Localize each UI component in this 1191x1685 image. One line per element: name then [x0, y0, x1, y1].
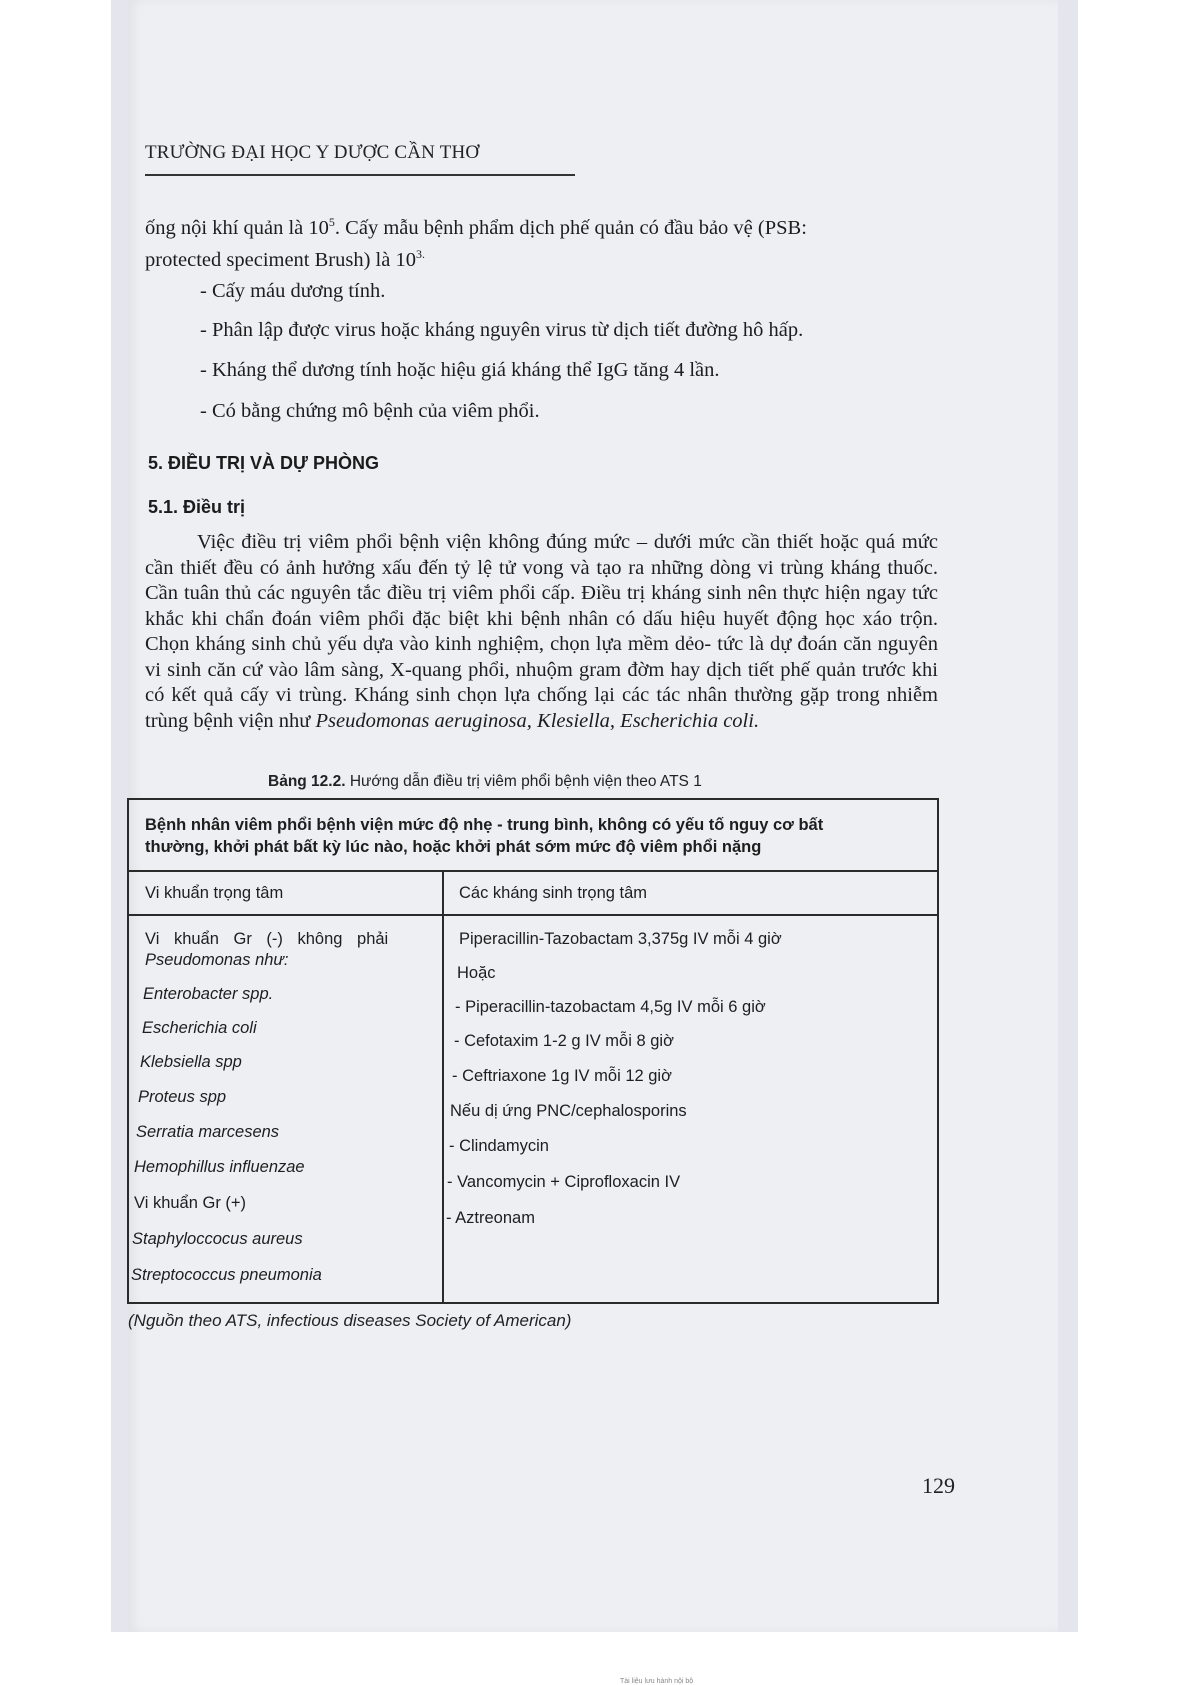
table-caption: Bảng 12.2. Hướng dẫn điều trị viêm phổi bệnh viện theo ATS 1: [268, 773, 702, 790]
table-source-note: (Nguồn theo ATS, infectious diseases Society of American): [128, 1311, 572, 1330]
bacteria-item: Enterobacter spp.: [143, 985, 274, 1003]
table-title: Bệnh nhân viêm phổi bệnh viện mức độ nhẹ - trung bình, không có yếu tố nguy cơ bất thường, khởi phát bất kỳ lúc nào, hoặc khởi phát sớm mức độ viêm phổi nặng: [129, 800, 937, 872]
pathogen-list: Pseudomonas aeruginosa, Klesiella, Escherichia coli.: [315, 709, 760, 732]
bacteria-item: Streptococcus pneumonia: [131, 1266, 322, 1284]
antibiotic-item: - Clindamycin: [449, 1137, 549, 1155]
criteria-item: - Phân lập được virus hoặc kháng nguyên virus từ dịch tiết đường hô hấp.: [200, 319, 804, 341]
antibiotic-item: - Cefotaxim 1-2 g IV mỗi 8 giờ: [454, 1032, 674, 1050]
antibiotic-item: - Piperacillin-tazobactam 4,5g IV mỗi 6 giờ: [455, 998, 766, 1016]
col-header-bacteria: Vi khuẩn trọng tâm: [145, 884, 284, 902]
page-number: 129: [922, 1473, 955, 1498]
bacteria-item: Escherichia coli: [142, 1019, 257, 1037]
criteria-item: - Cấy máu dương tính.: [200, 280, 386, 302]
bacteria-item: Serratia marcesens: [136, 1123, 280, 1141]
col-header-antibiotics: Các kháng sinh trọng tâm: [459, 884, 648, 902]
antibiotic-item: Hoặc: [457, 964, 496, 982]
section-heading: 5. ĐIỀU TRỊ VÀ DỰ PHÒNG: [148, 453, 379, 473]
table-header-row: [129, 872, 937, 916]
intro-line-2: protected speciment Brush) là $10^{3.}$: [145, 247, 425, 271]
antibiotic-item: - Vancomycin + Ciprofloxacin IV: [447, 1173, 681, 1191]
bacteria-item: Hemophillus influenzae: [134, 1158, 305, 1176]
scan-footer-note: Tài liệu lưu hành nội bộ: [620, 1678, 694, 1685]
antibiotic-item: - Ceftriaxone 1g IV mỗi 12 giờ: [452, 1067, 672, 1085]
column-divider: [442, 872, 444, 1302]
criteria-item: - Có bằng chứng mô bệnh của viêm phổi.: [200, 400, 540, 422]
bacteria-item: Pseudomonas như:: [145, 951, 289, 969]
bacteria-item: Vi khuẩn Gr (+): [134, 1194, 247, 1212]
intro-line-1: ống nội khí quản là $10^5$. Cấy mẫu bệnh phẩm dịch phế quản có đầu bảo vệ (PSB:: [145, 215, 807, 239]
treatment-table: [127, 798, 939, 1304]
bacteria-item: Staphyloccocus aureus: [132, 1230, 303, 1248]
antibiotic-item: - Aztreonam: [446, 1209, 535, 1227]
bacteria-item: Klebsiella spp: [140, 1053, 242, 1071]
bacteria-item: Proteus spp: [138, 1088, 227, 1106]
antibiotic-item: Piperacillin-Tazobactam 3,375g IV mỗi 4 giờ: [459, 930, 782, 948]
header-title: TRƯỜNG ĐẠI HỌC Y DƯỢC CẦN THƠ: [145, 142, 480, 163]
header-rule: [145, 174, 575, 176]
antibiotic-item: Nếu dị ứng PNC/cephalosporins: [450, 1102, 687, 1120]
criteria-item: - Kháng thể dương tính hoặc hiệu giá kháng thể IgG tăng 4 lần.: [200, 359, 720, 381]
bacteria-item: Vi khuẩn Gr (-) không phải: [145, 930, 389, 948]
subsection-heading: 5.1. Điều trị: [148, 497, 246, 517]
treatment-paragraph: Việc điều trị viêm phổi bệnh viện không đúng mức – dưới mức cần thiết hoặc quá mức cần thiết đều có ảnh hưởng xấu đến tỷ lệ tử vong và tạo ra những dòng vi trùng kháng thuốc. Cần tuân thủ các nguyên tắc điều trị viêm phổi cấp. Điều trị kháng sinh nên thực hiện ngay tức khắc khi chẩn đoán viêm phổi đặc biệt khi bệnh nhân có dấu hiệu huyết động học xáo trộn. Chọn kháng sinh chủ yếu dựa vào kinh nghiệm, chọn lựa mềm dẻo- tức là dự đoán căn nguyên vi sinh căn cứ vào lâm sàng, X-quang phổi, nhuộm gram đờm hay dịch tiết phế quản trước khi có kết quả cấy vi trùng. Kháng sinh chọn lựa chống lại các tác nhân thường gặp trong nhiễm trùng bệnh viện như Pseudomonas aeruginosa, Klesiella, Escherichia coli.: [145, 531, 938, 732]
